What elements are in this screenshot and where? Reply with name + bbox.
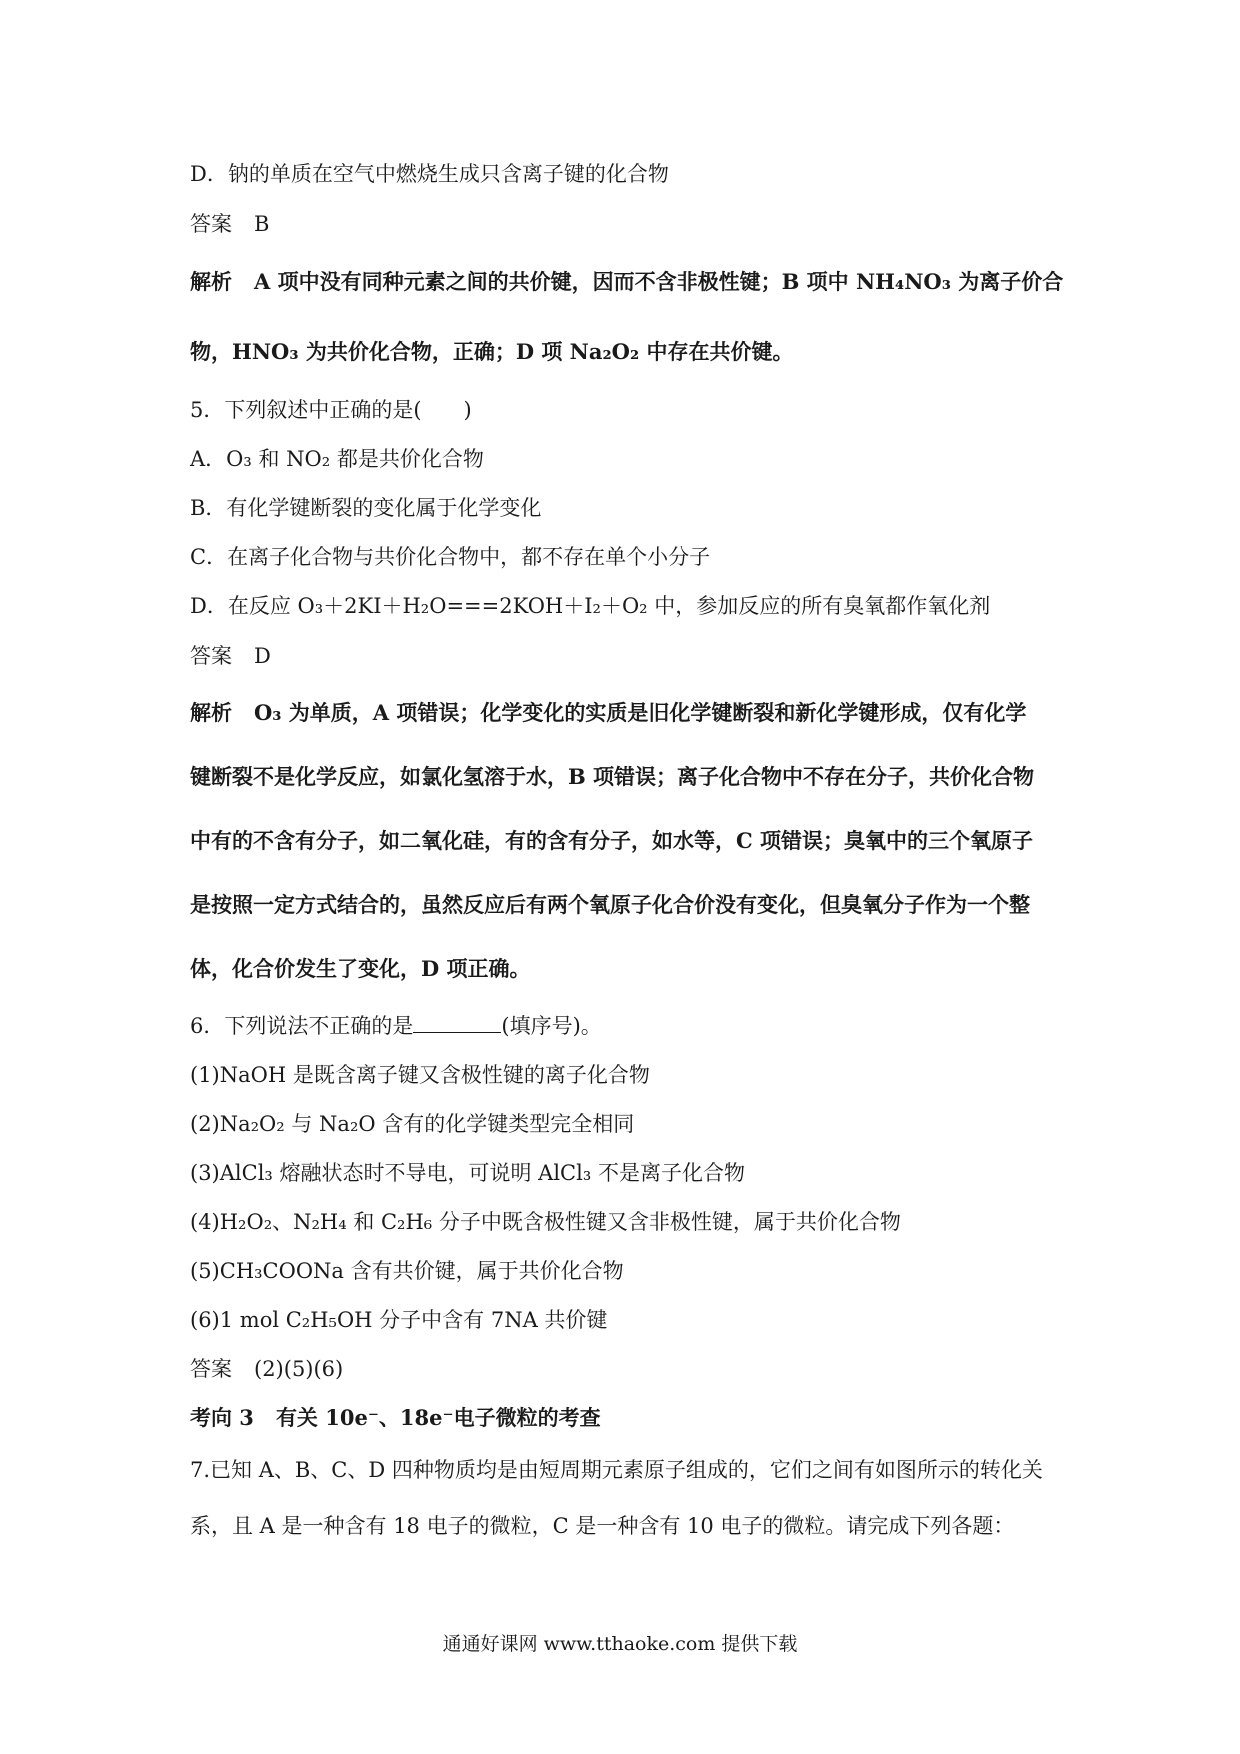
q4-analysis-line-1 (190, 268, 1063, 296)
q6-item-1: (1)NaOH 是既含离子键又含极性键的离子化合物 (190, 1063, 650, 1087)
answer-label: 答案 (190, 644, 232, 668)
q5-analysis-line-3: 中有的不含有分子，如二氧化硅，有的含有分子，如水等，C 项错误；臭氧中的三个氧原子 (190, 828, 1034, 853)
q5-analysis-line-1 (190, 699, 1026, 727)
q5-stem: 5．下列叙述中正确的是( ) (190, 398, 472, 422)
q6-stem-after: (填序号)。 (501, 1014, 602, 1038)
section-heading (190, 1404, 601, 1432)
q5-analysis-line-4: 是按照一定方式结合的，虽然反应后有两个氧原子化合价没有变化，但臭氧分子作为一个整 (190, 892, 1030, 917)
analysis-text: A 项中没有同种元素之间的共价键，因而不含非极性键；B 项中 NH₄NO₃ 为离子价合 (254, 269, 1064, 294)
fill-blank (413, 1014, 501, 1033)
q4-answer (190, 210, 269, 238)
section-label: 考向 3 (190, 1405, 254, 1430)
analysis-text: O₃ 为单质，A 项错误；化学变化的实质是旧化学键断裂和新化学键形成，仅有化学 (254, 700, 1027, 725)
q6-item-2: (2)Na₂O₂ 与 Na₂O 含有的化学键类型完全相同 (190, 1112, 635, 1136)
answer-value: B (254, 212, 270, 236)
q5-option-d: D．在反应 O₃＋2KI＋H₂O===2KOH＋I₂＋O₂ 中，参加反应的所有臭氧都作氧化剂 (190, 594, 991, 618)
q4-analysis-line-2: 物，HNO₃ 为共价化合物，正确；D 项 Na₂O₂ 中存在共价键。 (190, 339, 794, 364)
q7-line-2: 系，且 A 是一种含有 18 电子的微粒，C 是一种含有 10 电子的微粒。请完成下列各题： (190, 1514, 1015, 1538)
q6-item-4: (4)H₂O₂、N₂H₄ 和 C₂H₆ 分子中既含极性键又含非极性键，属于共价化合物 (190, 1210, 901, 1234)
q5-analysis-line-5: 体，化合价发生了变化，D 项正确。 (190, 956, 531, 981)
q5-analysis-line-2: 键断裂不是化学反应，如氯化氢溶于水，B 项错误；离子化合物中不存在分子，共价化合物 (190, 764, 1035, 789)
q6-stem-before: 6．下列说法不正确的是 (190, 1014, 414, 1038)
q4-option-d: D．钠的单质在空气中燃烧生成只含离子键的化合物 (190, 162, 669, 186)
q5-answer (190, 642, 271, 670)
q6-item-3: (3)AlCl₃ 熔融状态时不导电，可说明 AlCl₃ 不是离子化合物 (190, 1161, 745, 1185)
section-title: 有关 10e⁻、18e⁻电子微粒的考查 (275, 1405, 601, 1430)
q5-option-b: B．有化学键断裂的变化属于化学变化 (190, 496, 542, 520)
q6-stem (190, 1012, 602, 1040)
answer-value: (2)(5)(6) (254, 1357, 344, 1381)
answer-label: 答案 (190, 1357, 232, 1381)
q6-item-6: (6)1 mol C₂H₅OH 分子中含有 7NA 共价键 (190, 1308, 608, 1332)
q6-answer (190, 1355, 343, 1383)
analysis-label: 解析 (190, 269, 232, 294)
q5-option-a: A．O₃ 和 NO₂ 都是共价化合物 (190, 447, 484, 471)
q6-item-5: (5)CH₃COONa 含有共价键，属于共价化合物 (190, 1259, 624, 1283)
answer-label: 答案 (190, 212, 232, 236)
analysis-label: 解析 (190, 700, 232, 725)
q7-line-1: 7.已知 A、B、C、D 四种物质均是由短周期元素原子组成的，它们之间有如图所示的转化关 (190, 1458, 1043, 1482)
q5-option-c: C．在离子化合物与共价化合物中，都不存在单个小分子 (190, 545, 711, 569)
answer-value: D (254, 644, 271, 668)
page-footer: 通通好课网 www.tthaoke.com 提供下载 (442, 1633, 798, 1655)
